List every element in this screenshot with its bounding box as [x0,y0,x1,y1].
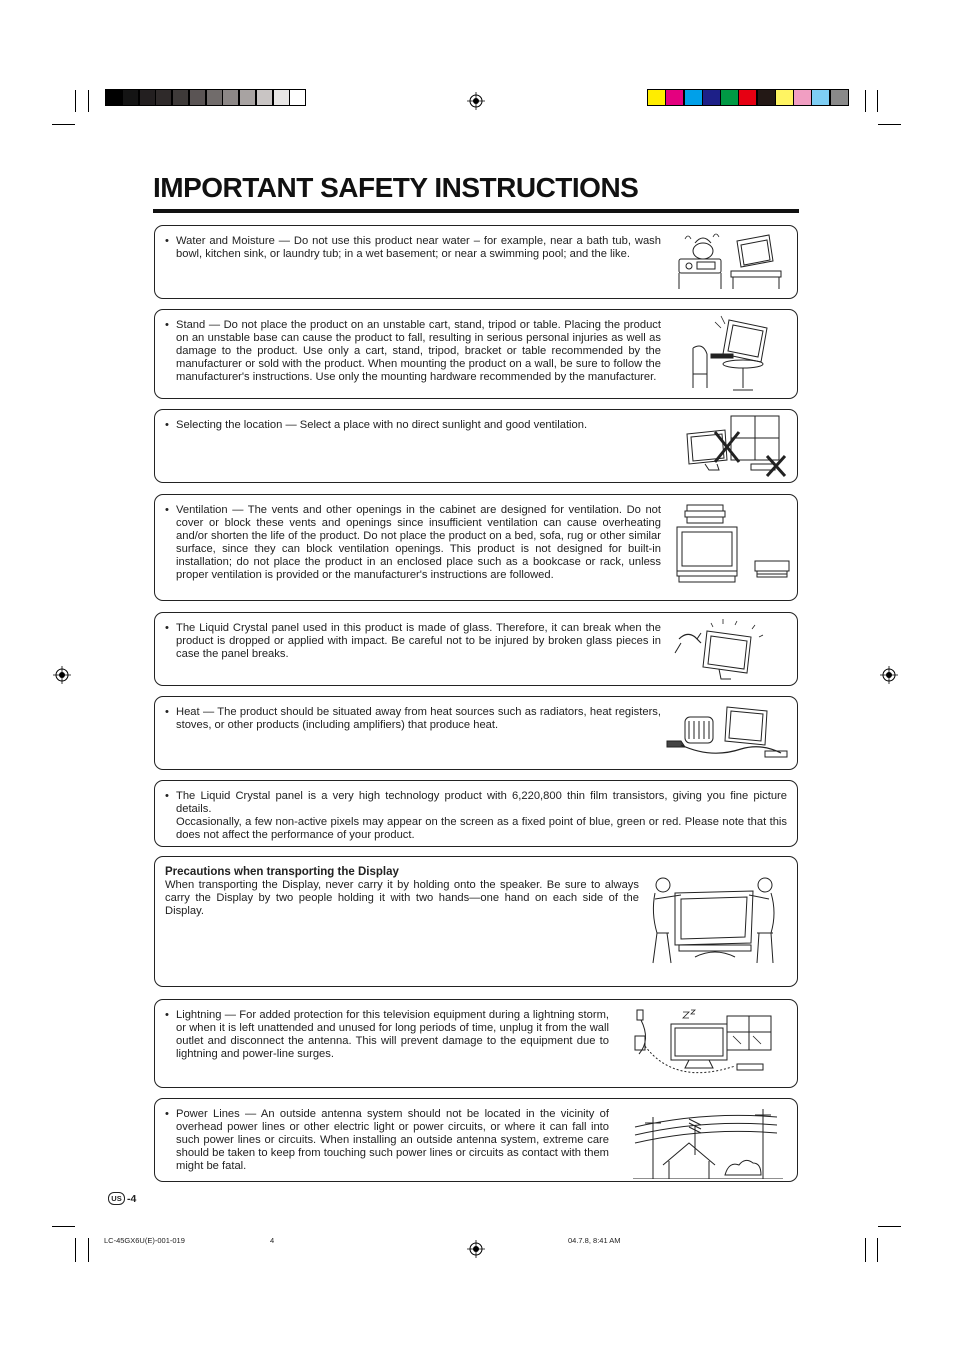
registration-mark-icon [880,666,898,684]
safety-item-text: Lightning — For added protection for this television equipment during a lightning storm, or when it is left unattended and unused for long periods of time, unplug it from the wall outlet and disconnect the antenna. This will prevent damage to the equipment due to lightning and power-line surges. [176,1009,609,1060]
safety-item-heat [154,696,798,770]
safety-item-ventilation [154,494,798,601]
bullet: • [165,419,169,431]
safety-item-water-moisture [154,225,798,299]
color-swatch [155,89,172,106]
color-swatch [684,89,703,106]
bullet: • [165,1009,169,1021]
tv-sunlight-window-illustration [685,414,789,480]
color-swatch [665,89,684,106]
tv-impact-illustration [671,617,771,683]
color-swatch [289,89,306,106]
color-swatch [738,89,757,106]
safety-item-text: Heat — The product should be situated away from heat sources such as radiators, heat registers, stoves, or other products (including amplifiers) that produce heat. [176,706,661,731]
color-swatch [139,89,156,106]
country-badge: US [108,1192,125,1205]
safety-item-text: The Liquid Crystal panel is a very high technology product with 6,220,800 thin film transistors, giving you fine picture details. [176,790,787,815]
safety-item-location [154,409,798,483]
color-swatch [122,89,139,106]
tv-blocked-vents-illustration [673,503,793,587]
bullet: • [165,504,169,516]
safety-item-text: The Liquid Crystal panel used in this product is made of glass. Therefore, it can break when the product is dropped or applied with impact. Be careful not to be injured by broken glass pieces in case the panel breaks. [176,622,661,660]
footer-sheet-number: 4 [270,1236,275,1245]
section-heading: Precautions when transporting the Display [165,866,399,878]
two-people-carrying-display-illustration [645,875,785,965]
tv-on-unstable-table-illustration [685,314,775,394]
safety-item-text: Power Lines — An outside antenna system should not be located in the vicinity of overhead power lines or other electric light or power circuits, or where it can fall into such power lines or circuits. When installing an outside antenna system, extreme care should be taken to keep from touching such power lines or circuits as contact with them might be fatal. [176,1108,609,1172]
safety-item-text: When transporting the Display, never carry it by holding onto the speaker. Be sure to always carry the Display by two people holding it with two hands—one hand on each side of the Display. [165,879,639,917]
page-title: IMPORTANT SAFETY INSTRUCTIONS [153,172,639,203]
safety-item-glass-panel [154,612,798,686]
footer-file-name: LC-45GX6U(E)-001-019 [104,1236,185,1245]
color-swatch [830,89,849,106]
page-number-text: -4 [127,1192,137,1205]
safety-item-lcd-pixels [154,780,798,847]
color-swatch [189,89,206,106]
safety-item-power-lines [154,1098,798,1182]
color-swatch [811,89,830,106]
page-number [108,1192,136,1205]
color-swatch [702,89,721,106]
safety-item-text: Selecting the location — Select a place with no direct sunlight and good ventilation. [176,419,588,431]
color-swatch [757,89,776,106]
safety-item-stand [154,309,798,399]
bullet: • [165,622,169,634]
bullet: • [165,790,169,802]
safety-item-text: Stand — Do not place the product on an unstable cart, stand, tripod or table. Placing the product on an unstable base can cause the product to fall, resulting in serious personal injuries as well as damage to the product. Use only a cart, stand, tripod, bracket or table recommended by the manufacturer or sold with the product. When mounting the product on a wall, be sure to follow the manufacturer's instructions. Use only the mounting hardware recommended by the manufacturer. [176,319,661,383]
color-swatch [793,89,812,106]
bullet: • [165,706,169,718]
color-swatch [206,89,223,106]
bullet: • [165,319,169,331]
tv-near-heater-illustration [665,701,791,767]
safety-item-lightning [154,999,798,1088]
color-swatch [172,89,189,106]
color-swatch [105,89,122,106]
footer-timestamp: 04.7.8, 8:41 AM [568,1236,621,1245]
bullet: • [165,1108,169,1120]
safety-item-text: Ventilation — The vents and other openings in the cabinet are designed for ventilation. Do not cover or block these vents and openings since insufficient ventilation can cause overheating and/or shorten the life of the product. Do not place the product on a bed, sofa, rug or other similar surface, since they can block ventilation openings. This product is not designed for built-in installation; do not place the product in an enclosed place such as a bookcase or rack, unless proper ventilation is provided or the manufacturer's instructions are followed. [176,504,661,581]
safety-item-note: Occasionally, a few non-active pixels may appear on the screen as a fixed point of blue, green or red. Please note that this does not affect the performance of your product. [176,816,787,841]
title-underline [153,209,799,213]
color-swatch [775,89,794,106]
safety-item-text: Water and Moisture — Do not use this product near water – for example, near a bath tub, wash bowl, kitchen sink, or laundry tub; in a wet basement; or near a swimming pool; and the like. [176,235,661,260]
color-swatch [222,89,239,106]
color-swatch [239,89,256,106]
unplug-during-lightning-illustration [633,1006,775,1086]
registration-mark-icon [467,1240,485,1258]
registration-mark-icon [53,666,71,684]
tv-near-water-illustration [675,231,785,291]
color-swatch [256,89,273,106]
color-swatch [273,89,290,106]
color-swatch [647,89,666,106]
bullet: • [165,235,169,247]
color-swatch [720,89,739,106]
registration-mark-icon [467,92,485,110]
antenna-near-power-lines-illustration [633,1105,783,1179]
safety-item-transporting [154,856,798,987]
